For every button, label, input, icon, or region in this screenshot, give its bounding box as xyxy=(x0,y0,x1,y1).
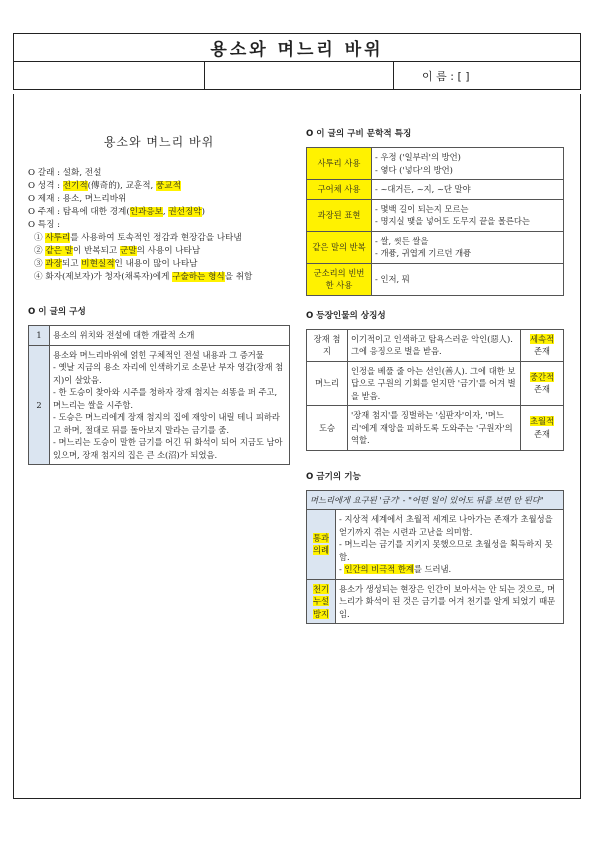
structure-heading: O 이 글의 구성 xyxy=(28,307,86,317)
table-row: 군소리의 빈번한 사용 - 인저, 뭐 xyxy=(307,263,564,295)
page-title: 용소와 며느리 바위 xyxy=(14,34,581,62)
table-row: 같은 말의 반복 - 쌀, 씻든 쌀을 - 개퓽, 귀엽게 기르던 개퓽 xyxy=(307,231,564,263)
oral-features-heading: O 이 글의 구비 문학적 특징 xyxy=(306,129,412,139)
structure-num: 2 xyxy=(29,345,50,465)
taboo-table xyxy=(306,490,564,625)
nature-line: O 성격 : 전기적(傳奇的), 교훈적, 풍교적 xyxy=(28,181,181,191)
blank-cell-1 xyxy=(14,62,205,90)
structure-text: 용소와 며느리바위에 얽힌 구체적인 전설 내용과 그 증거물 - 옛날 지금의 용소 자리에 인색하기로 소문난 부자 영감(장재 첨지)이 살았음. - 한 도승이 찾아와 시주를 청하자 장재 첨지는 쇠똥을 퍼 주고, 며느리는 쌀을 시주함. - 도승은 며느리에게 장재 첨지의 집에 재앙이 내릴 테니 피하라고 하며, 절대로 뒤를 돌아보지 말라는 금기를 줌. - 며느리는 도승이 말한 금기를 어긴 뒤 화석이 되어 지금도 남아 있으며, 장재 첨지의 집은 큰 소(沼)가 되었음. xyxy=(50,345,290,465)
theme-line: O 주제 : 탐욕에 대한 경계(인과응보, 권선징악) xyxy=(28,207,205,217)
table-row xyxy=(29,326,290,346)
table-row: 구어체 사용 - ~대거든, ~지, ~단 말야 xyxy=(307,180,564,200)
table-row: 사투리 사용 - 우정 ('일부러'의 방언) - 옇다 ('넣다'의 방언) xyxy=(307,148,564,180)
table-row: 며느리 인정을 베풀 줄 아는 선인(善人). 그에 대한 보답으로 구원의 기회를 얻지만 '금기'를 어겨 벌을 받음. 중간적 존재 xyxy=(307,361,564,406)
feature-item: ④ 화자(제보자)가 청자(채록자)에게 구술하는 형식을 취함 xyxy=(34,272,253,282)
table-row: 장재 첨지 이기적이고 인색하고 탐욕스러운 악인(惡人). 그에 응징으로 벌을 받음. 세속적 존재 xyxy=(307,329,564,361)
table-row: 과장된 표현 - 몇백 길이 되는지 모르는 - 명지실 맻을 넣어도 도무지 끝을 몰른다는 xyxy=(307,199,564,231)
table-row xyxy=(29,345,290,465)
feature-item: ① 사투리를 사용하여 토속적인 정감과 현장감을 나타냄 xyxy=(34,233,242,243)
features-label: O 특징 : xyxy=(28,220,61,230)
subject-line: O 제재 : 용소, 며느리바위 xyxy=(28,194,127,204)
oral-features-table xyxy=(306,147,564,296)
feature-item: ③ 과장되고 비현실적인 내용이 많이 나타남 xyxy=(34,259,198,269)
right-column xyxy=(306,128,564,624)
characters-table xyxy=(306,329,564,451)
genre-line: O 갈래 : 설화, 전설 xyxy=(28,168,102,178)
table-row: 천기 누설 방지 용소가 생성되는 현장은 인간이 보아서는 안 되는 것으로, 며느리가 화석이 된 것은 금기를 어겨 천기를 알게 되었기 때문임. xyxy=(307,579,564,624)
feature-item: ② 같은 말이 반복되고 군말의 사용이 나타남 xyxy=(34,246,201,256)
table-row: 통과 의례 - 지상적 세계에서 초월적 세계로 나아가는 존재가 초월성을 얻기까지 겪는 시련과 고난을 의미함. - 며느리는 금기를 지키지 못했으므로 초월성을 획득하지 못함. - 인간의 비극적 한계를 드러냄. xyxy=(307,510,564,580)
header-table xyxy=(13,33,581,90)
characters-heading: O 등장인물의 상징성 xyxy=(306,310,386,321)
taboo-heading: O 금기의 기능 xyxy=(306,471,361,482)
table-row: 며느리에게 요구된 '금기' - "어떤 일이 있어도 뒤를 보면 안 된다" xyxy=(307,490,564,510)
structure-table xyxy=(28,325,290,465)
structure-text: 용소의 위치와 전설에 대한 개괄적 소개 xyxy=(50,326,290,346)
name-field[interactable]: 이 름 : [ ] xyxy=(394,62,581,90)
table-row: 도승 '장재 첨지'를 징벌하는 '심판자'이자, '며느리'에게 재앙을 피하도록 도와주는 '구원자'의 역할. 초월적 존재 xyxy=(307,406,564,451)
story-title: 용소와 며느리 바위 xyxy=(103,135,215,149)
blank-cell-2 xyxy=(205,62,394,90)
left-column xyxy=(28,128,290,465)
structure-num: 1 xyxy=(29,326,50,346)
